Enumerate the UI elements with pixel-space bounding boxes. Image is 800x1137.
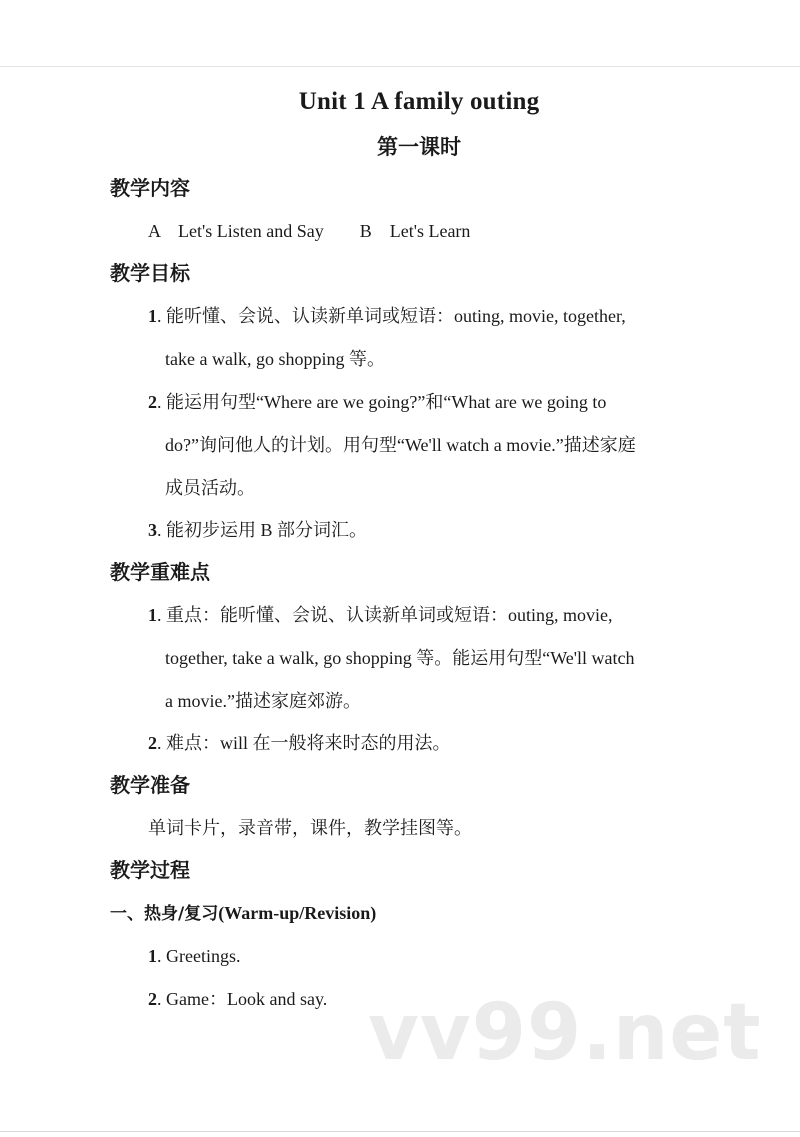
- objective-1-line-2: take a walk, go shopping 等。: [165, 349, 385, 369]
- key-point-1-line-2: together, take a walk, go shopping 等。能运用句型“We'll watch: [165, 648, 635, 668]
- watermark: vv99.net: [368, 988, 762, 1078]
- objective-1-line-1: 1. 能听懂、会说、认读新单词或短语：outing, movie, together,: [148, 306, 626, 326]
- heading-teaching-process: 教学过程: [110, 858, 190, 882]
- heading-teaching-content: 教学内容: [110, 176, 190, 200]
- step-2-number: 2: [148, 989, 157, 1009]
- key-point-1-line-1: 1. 重点：能听懂、会说、认读新单词或短语：outing, movie,: [148, 605, 613, 625]
- objective-2-line-1: 2. 能运用句型“Where are we going?”和“What are we going to: [148, 392, 607, 412]
- section-warm-up-title: 一、热身/复习(Warm-up/Revision): [110, 903, 377, 924]
- lesson-subtitle: 第一课时: [377, 135, 461, 159]
- heading-key-points: 教学重难点: [110, 560, 210, 584]
- objective-1-number: 1: [148, 306, 157, 326]
- document-title: Unit 1 A family outing: [298, 88, 540, 115]
- page-bottom-divider: [0, 1131, 800, 1132]
- objective-2-line-3: 成员活动。: [165, 478, 255, 498]
- key-point-2-line-1: 2. 难点：will 在一般将来时态的用法。: [148, 733, 451, 753]
- objective-2-number: 2: [148, 392, 157, 412]
- key-point-1-number: 1: [148, 605, 157, 625]
- page-top-divider: [0, 66, 800, 67]
- key-point-2-number: 2: [148, 733, 157, 753]
- key-point-1-line-3: a movie.”描述家庭郊游。: [165, 691, 361, 711]
- preparation-text: 单词卡片，录音带，课件，教学挂图等。: [148, 818, 472, 838]
- heading-teaching-objectives: 教学目标: [110, 261, 190, 285]
- step-1: 1. Greetings.: [148, 946, 241, 966]
- objective-2-line-2: do?”询问他人的计划。用句型“We'll watch a movie.”描述家庭: [165, 435, 636, 455]
- content-line: A Let's Listen and Say B Let's Learn: [148, 221, 471, 241]
- objective-3-line-1: 3. 能初步运用 B 部分词汇。: [148, 520, 368, 540]
- step-1-number: 1: [148, 946, 157, 966]
- objective-3-number: 3: [148, 520, 157, 540]
- heading-preparation: 教学准备: [110, 773, 190, 797]
- step-2: 2. Game：Look and say.: [148, 989, 328, 1009]
